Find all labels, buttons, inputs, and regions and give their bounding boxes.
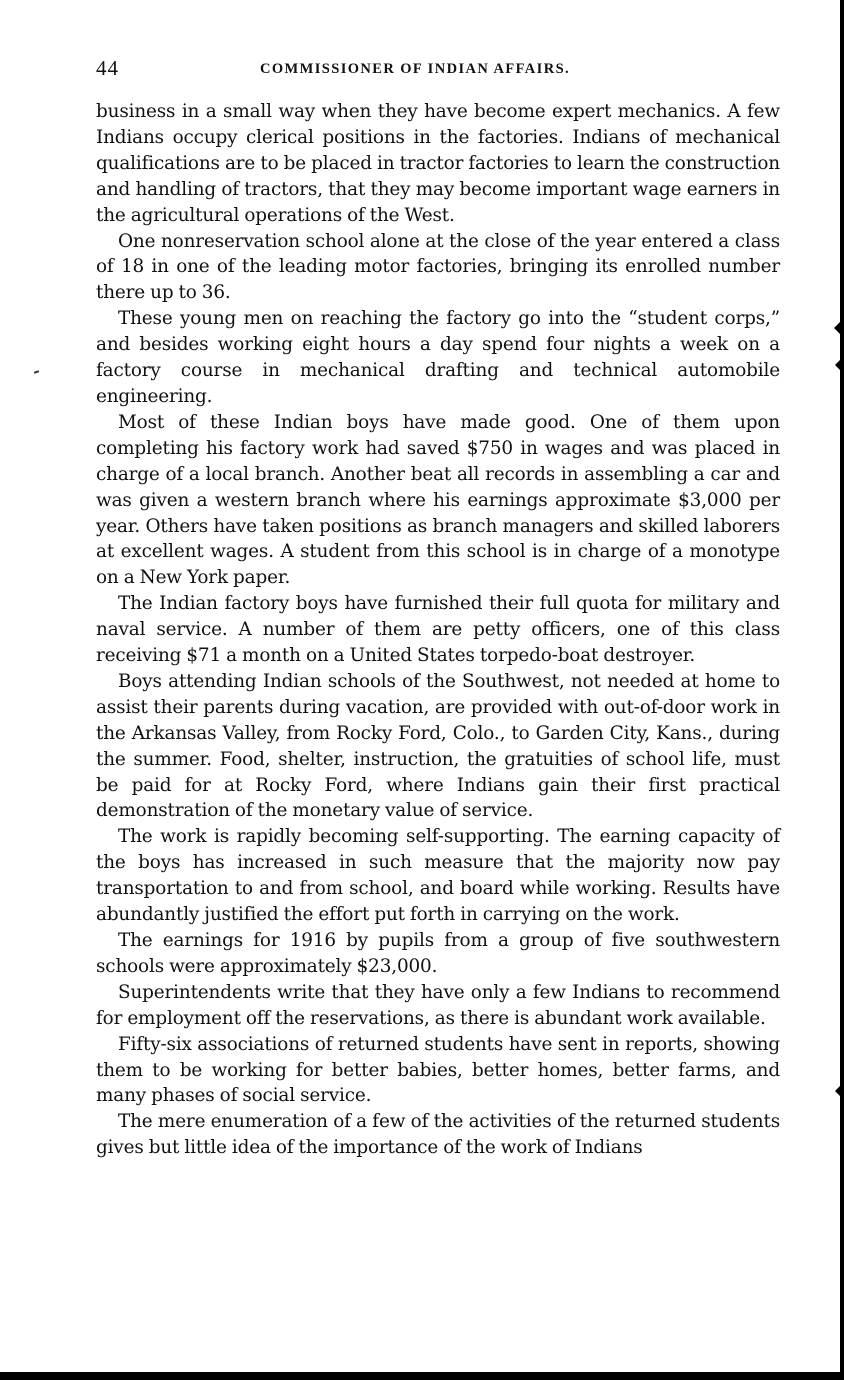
running-title: COMMISSIONER OF INDIAN AFFAIRS. [260,61,571,77]
running-head [96,56,780,82]
page-number: 44 [96,56,119,80]
paragraph-4: Most of these Indian boys have made good. One of them upon completing his factory work had saved $750 in wages and was placed in charge of a local branch. Another beat all records in assembling a car and was given a western branch where his earnings approximate $3,000 per year. Others have taken positions as branch managers and skilled laborers at excellent wages. A student from this school is in charge of a monotype on a New York paper. [96,411,780,589]
paragraph-7: The work is rapidly becoming self-supporting. The earning capacity of the boys has increased in such measure that the majority now pay transportation to and from school, and board while working. Results have abundantly justified the effort put forth in carrying on the work. [96,826,780,926]
paragraph-5: The Indian factory boys have furnished their full quota for military and naval service. A number of them are petty officers, one of this class receiving $71 a month on a United States torpedo-boat destroyer. [96,593,780,667]
paragraph-3: These young men on reaching the factory go into the “student corps,” and besides working eight hours a day spend four nights a week on a factory course in mechanical drafting and technical automobile engineering. [96,308,780,407]
scan-edge-right [840,0,844,1380]
paragraph-10: Fifty-six associations of returned students have sent in reports, showing them to be working for better babies, better homes, better farms, and many phases of social service. [96,1033,780,1107]
paragraph-9: Superintendents write that they have only a few Indians to recommend for employment off the reservations, as there is abundant work available. [96,981,780,1029]
body-text [96,99,780,1161]
paragraph-1: business in a small way when they have become expert mechanics. A few Indians occupy clerical positions in the factories. Indians of mechanical qualifications are to be placed in tractor factories to learn the construction and handling of tractors, that they may become important wage earners in the agricultural operations of the West. [96,101,780,226]
paragraph-2: One nonreservation school alone at the close of the year entered a class of 18 in one of the leading motor factories, bringing its enrolled number there up to 36. [96,230,780,304]
paragraph-6: Boys attending Indian schools of the Southwest, not needed at home to assist their parents during vacation, are provided with out-of-door work in the Arkansas Valley, from Rocky Ford, Colo., to Garden City, Kans., during the summer. Food, shelter, instruction, the gratuities of school life, must be paid for at Rocky Ford, where Indians gain their first practical demonstration of the monetary value of service. [96,670,780,822]
paragraph-8: The earnings for 1916 by pupils from a group of five southwestern schools were approximately $23,000. [96,930,780,977]
paragraph-11: The mere enumeration of a few of the activities of the returned students gives but little idea of the importance of the work of Indians [96,1111,780,1159]
scan-speck [34,370,39,374]
scan-edge-bottom [0,1372,844,1380]
